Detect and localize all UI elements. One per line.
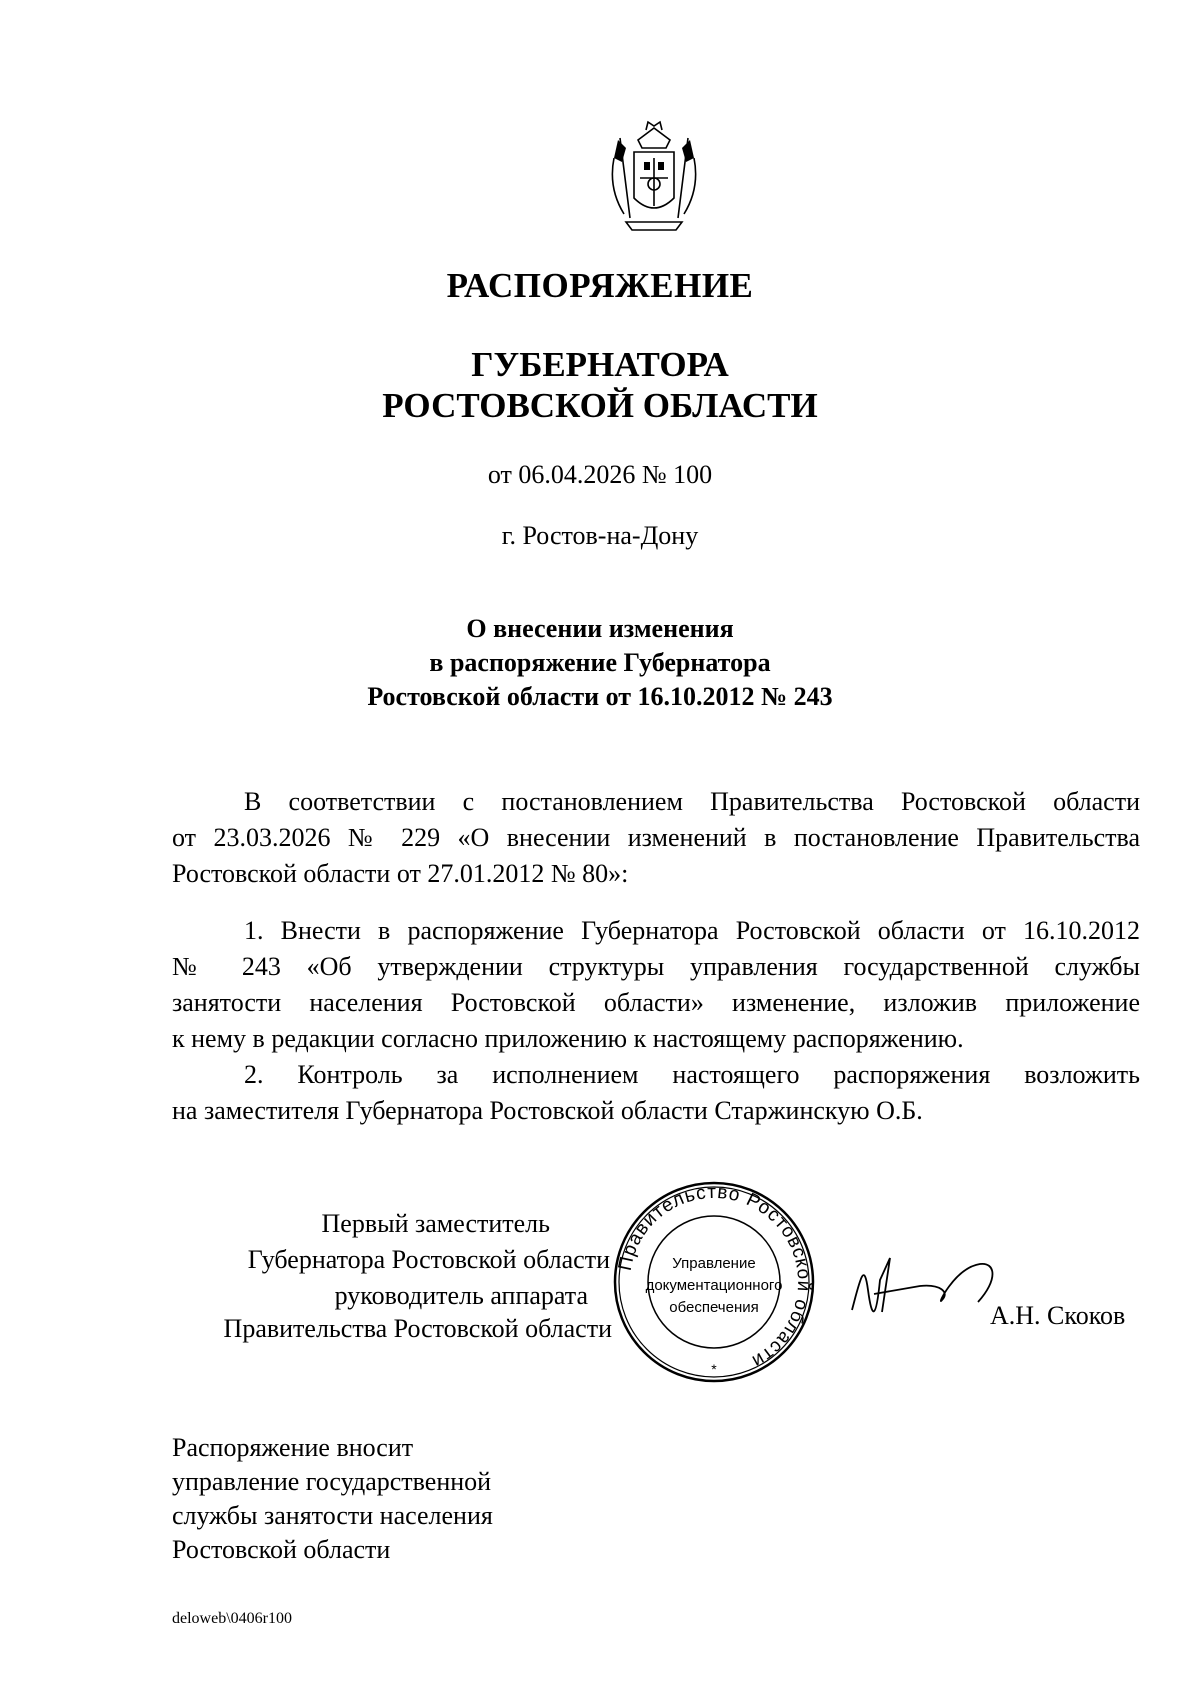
note-line3: службы занятости населения: [172, 1501, 493, 1530]
signer-name: А.Н. Скоков: [990, 1301, 1126, 1330]
document-type: РАСПОРЯЖЕНИЕ: [446, 266, 754, 305]
item2-line1: 2. Контроль за исполнением настоящего распоряжения возложить: [244, 1060, 1140, 1089]
item1-line2: № 243 «Об утверждении структуры управления государственной службы: [172, 952, 1140, 981]
signer-position-line1: Первый заместитель: [321, 1209, 550, 1238]
preamble-line2: от 23.03.2026 № 229 «О внесении изменений в постановление Правительства: [172, 823, 1140, 852]
item1-line4: к нему в редакции согласно приложению к настоящему распоряжению.: [172, 1024, 964, 1053]
issuer-title-line2: РОСТОВСКОЙ ОБЛАСТИ: [382, 386, 818, 425]
preamble-line3: Ростовской области от 27.01.2012 № 80»:: [172, 859, 629, 888]
official-seal-icon: [612, 1180, 816, 1384]
seal-center-line2: документационного: [645, 1277, 783, 1294]
subject-line1: О внесении изменения: [466, 614, 734, 643]
file-reference: deloweb\0406r100: [172, 1610, 292, 1627]
handwritten-signature: [850, 1250, 1000, 1330]
city: г. Ростов-на-Дону: [501, 521, 699, 550]
issuer-title-line1: ГУБЕРНАТОРА: [471, 345, 729, 384]
seal-ring-text: Правительство Ростовской области: [614, 1181, 815, 1373]
item2-line2: на заместителя Губернатора Ростовской области Старжинскую О.Б.: [172, 1096, 923, 1125]
signer-position-line2: Губернатора Ростовской области: [247, 1245, 610, 1274]
subject-line2: в распоряжение Губернатора: [429, 648, 771, 677]
date-number: от 06.04.2026 № 100: [487, 460, 713, 489]
svg-text:*: *: [711, 1361, 717, 1377]
signer-position-line4: Правительства Ростовской области: [223, 1314, 612, 1343]
seal-center-line3: обеспечения: [669, 1299, 759, 1316]
item1-line1: 1. Внести в распоряжение Губернатора Ростовской области от 16.10.2012: [244, 916, 1140, 945]
note-line1: Распоряжение вносит: [172, 1433, 414, 1462]
preamble-line1: В соответствии с постановлением Правительства Ростовской области: [244, 787, 1140, 816]
note-line4: Ростовской области: [172, 1535, 391, 1564]
subject-line3: Ростовской области от 16.10.2012 № 243: [367, 682, 833, 711]
item1-line3: занятости населения Ростовской области» изменение, изложив приложение: [172, 988, 1140, 1017]
seal-center-line1: Управление: [672, 1255, 756, 1272]
coat-of-arms-icon: [600, 118, 708, 238]
signer-position-line3: руководитель аппарата: [334, 1281, 588, 1310]
note-line2: управление государственной: [172, 1467, 492, 1496]
